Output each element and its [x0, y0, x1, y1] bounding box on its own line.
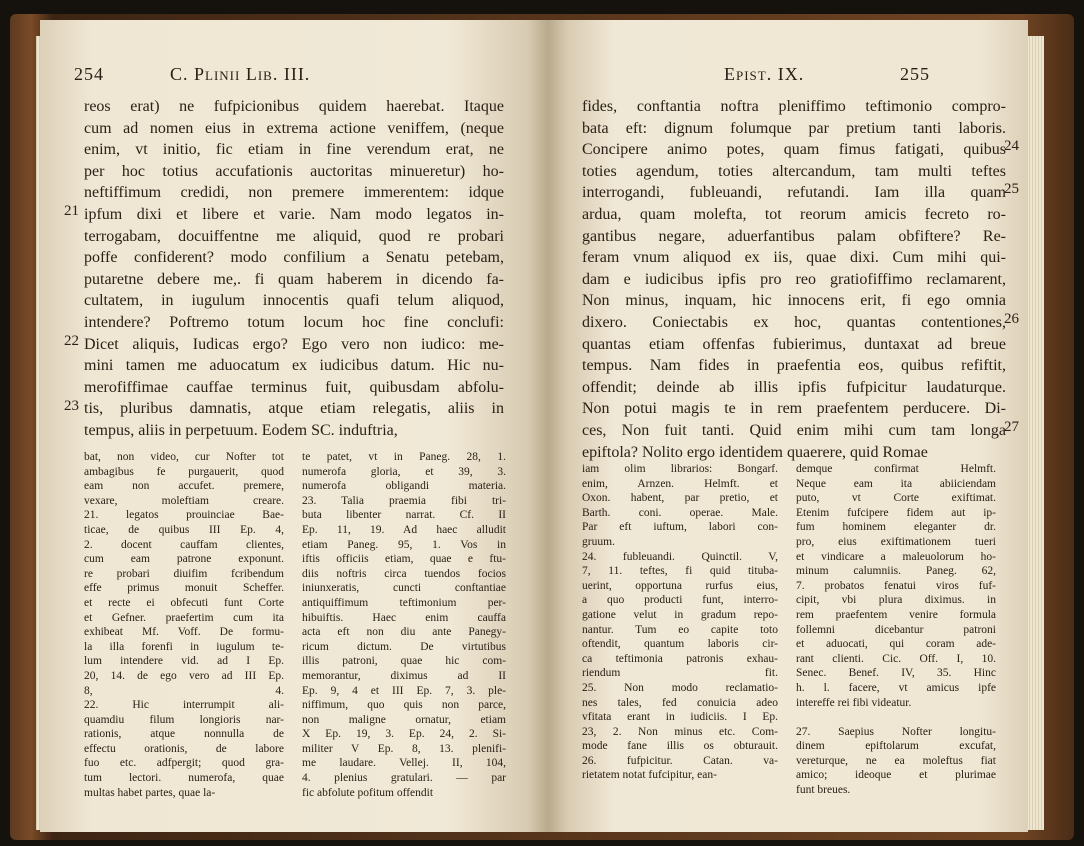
note-line: 27. Saepius Nofter longitu- — [796, 725, 996, 738]
main-text-line: Concipere animo potes, quam fimus fatigati, quibus — [582, 141, 1006, 159]
main-text-line: offendit; deinde ab illis ipfis fufpicitur laudaturque. — [582, 378, 1006, 396]
main-text-line: cultatem, in iugulum innocentis quafi telum aliquod, — [84, 292, 504, 310]
note-line: 23, 2. Non minus etc. Com- — [582, 725, 778, 738]
note-line: ambagibus fe purgauerit, quod — [84, 465, 284, 478]
main-text-line: intendere? Poftremo totum locum hoc fine conclufi: — [84, 313, 504, 331]
note-line: follemni dicebantur patroni — [796, 623, 996, 636]
note-line: buta libenter narrat. Cf. II — [302, 509, 506, 522]
main-text-line: bata eft: dignum folumque par pretium tanti laboris. — [582, 119, 1006, 137]
note-line: diis noftris circa tuendos focios — [302, 567, 506, 580]
note-line: et vindicare a maleuolorum ho- — [796, 550, 996, 563]
note-line: iam olim librarios: Bongarf. — [582, 463, 778, 475]
note-line: acta eft non diu ante Panegy- — [302, 626, 506, 639]
left-page-number: 254 — [74, 64, 104, 84]
note-line: Barth. coni. operae. Male. — [582, 506, 778, 519]
note-line: Etenim fufcipere fidem aut ip- — [796, 506, 996, 519]
note-line: X Ep. 19, 3. Ep. 24, 2. Si- — [302, 728, 506, 741]
note-line: vfitata erant in iudiciis. I Ep. — [582, 711, 778, 724]
note-line: me laudare. Vellej. II, 104, — [302, 757, 506, 770]
note-line: rem praefentem venire formula — [796, 608, 996, 621]
right-running-title: Epist. IX. — [724, 64, 805, 84]
note-line: h. l. facere, vt amicus ipfe — [796, 681, 996, 694]
note-line: quamdiu filum longioris nar- — [84, 713, 284, 726]
note-line: cum eam patrone exponunt. — [84, 553, 284, 566]
note-line: 20, 14. de ego vero ad III Ep. — [84, 669, 284, 682]
right-page-edges — [1026, 36, 1044, 830]
note-line: vexare, moleftiam creare. — [84, 494, 284, 507]
note-line: etiam Paneg. 95, 1. Vos in — [302, 538, 506, 551]
main-text-line: ces, Non fuit tanti. Quid enim mihi cum tam longa — [582, 421, 1006, 439]
note-line: exhibeat Mf. Voff. De formu- — [84, 626, 284, 639]
note-line: fuo etc. adfpergit; quod gra- — [84, 757, 284, 770]
note-line: la illa forenfi in iugulum te- — [84, 640, 284, 653]
note-line: uerint, opportuna rurfus eius, — [582, 579, 778, 592]
note-line: re probari diuifim fcribendum — [84, 567, 284, 580]
main-text-line: ipfum dixi et libere et varie. Nam modo legatos in- — [84, 205, 504, 223]
note-line: lum intendere vid. ad I Ep. — [84, 655, 284, 668]
note-line: demque confirmat Helmft. — [796, 463, 996, 475]
note-line: rietatem notat fufcipitur, ean- — [582, 769, 717, 782]
main-text-line: cum ad nomen eius in extrema actione veniffem, (neque — [84, 119, 504, 137]
right-page-number: 255 — [900, 64, 930, 84]
right-notes-column-a — [582, 462, 778, 783]
note-line: fum hominem eleganter dr. — [796, 521, 996, 534]
note-line: Oxon. habent, par pretio, et — [582, 492, 778, 505]
note-line: et recte ei obfecuti funt Corte — [84, 596, 284, 609]
main-text-line: epiftola? Nolito ergo identidem quaerere, quid Romae — [582, 443, 928, 461]
left-page — [40, 20, 548, 832]
main-text-line: tis, pluribus damnatis, atque etiam relegatis, aliis in — [84, 400, 504, 418]
main-text-line: terrogabam, docuiffentne me aliquid, quod re probari — [84, 227, 504, 245]
main-text-line: tempus. Nam fides in praefentia eos, quibus refiftit, — [582, 357, 1006, 375]
main-text-line: feram vnum aliquod ex iis, quae dixi. Cum mihi qui- — [582, 249, 1006, 267]
note-line: Ep. 9, 4 et III Ep. 7, 3. ple- — [302, 684, 506, 697]
note-line: rant clienti. Cic. Off. I, 10. — [796, 652, 996, 665]
note-line: nantur. Tum eo capite toto — [582, 623, 778, 636]
main-text-line: per hoc totius accufationis auctoritas minueretur) ho- — [84, 162, 504, 180]
note-line: hibuiftis. Haec enim cauffa — [302, 611, 506, 624]
note-line: gatione velut in gradum repo- — [582, 608, 778, 621]
note-line: pro, eius exiftimationem tueri — [796, 535, 996, 548]
note-line: tum lectori. numerofa, quae — [84, 772, 284, 785]
note-line: oftendit, quantum laboris cir- — [582, 638, 778, 651]
note-line: Neque eam ita abiiciendam — [796, 477, 996, 490]
left-running-head — [74, 64, 311, 85]
left-main-text — [84, 96, 504, 442]
note-line: ticae, de quibus III Ep. 4, — [84, 523, 284, 536]
note-line: Senec. Benef. IV, 35. Hinc — [796, 667, 996, 680]
note-line: Ep. 11, 19. Ad haec alludit — [302, 523, 506, 536]
note-line: ca teftimonia patronis exhau- — [582, 652, 778, 665]
note-line: bat, non video, cur Nofter tot — [84, 451, 284, 463]
note-line: illis patroni, quae hic com- — [302, 655, 506, 668]
main-text-line: quantas etiam offenfas fubierimus, duntaxat ad breue — [582, 335, 1006, 353]
main-text-line: ardua, quam molefta, tot reorum amicis fecreto ro- — [582, 205, 1006, 223]
right-running-head — [724, 64, 930, 85]
main-text-line: putaretne debere me,. fi quam haberem in dicendo fa- — [84, 270, 504, 288]
note-line: antiquiffimum teftimonium per- — [302, 596, 506, 609]
main-text-line: tempus, aliis in perpetuum. Eodem SC. induftria, — [84, 421, 398, 439]
note-line: dinem epiftolarum excufat, — [796, 740, 996, 753]
note-line: 25. Non modo reclamatio- — [582, 681, 778, 694]
main-text-line: neftiffimum credidi, non premere immerentem: idque — [84, 184, 504, 202]
main-text-line: fides, conftantia noftra pleniffimo teftimonio compro- — [582, 98, 1006, 115]
note-line: enim, Arnzen. Helmft. et — [582, 477, 778, 490]
note-line: riendum fit. — [582, 667, 778, 680]
note-line: non maligne ornatur, etiam — [302, 713, 506, 726]
margin-number: 26 — [1004, 311, 1019, 327]
margin-number: 24 — [1004, 138, 1019, 154]
note-line: et aduocati, qui coram ade- — [796, 638, 996, 651]
margin-number: 21 — [64, 203, 79, 219]
note-line: 22. Hic interrumpit ali- — [84, 699, 284, 712]
note-line: numerofa obligandi materia. — [302, 480, 506, 493]
margin-number: 23 — [64, 398, 79, 414]
main-text-line: merofiffimae cauffae terminus fuit, quibusdam abfolu- — [84, 378, 504, 396]
note-line: fic abfolute pofitum offendit — [302, 786, 434, 799]
note-line: 7, 11. teftes, fi quid tituba- — [582, 565, 778, 578]
main-text-line: gantibus negare, aduerfantibus palam obfiftere? Re- — [582, 227, 1006, 245]
note-line: te patet, vt in Paneg. 28, 1. — [302, 451, 506, 463]
note-line: cipit, vbi plura diximus. in — [796, 594, 996, 607]
note-line: ricum dictum. De virtutibus — [302, 640, 506, 653]
main-text-line: toties agendum, toties altercandum, tam multi teftes — [582, 162, 1006, 180]
note-line: minum calumniis. Paneg. 62, — [796, 565, 996, 578]
note-line: et Gefner. praefertim cum ita — [84, 611, 284, 624]
note-line: vereturque, ne ea moleftus fiat — [796, 754, 996, 767]
main-text-line: Non potui magis te in rem praefentem perducere. Di- — [582, 400, 1006, 418]
left-notes-column-a — [84, 450, 284, 800]
note-line: numerofa gloria, et 39, 3. — [302, 465, 506, 478]
right-notes-column-b — [796, 462, 996, 798]
note-line: effe primus monuit Scheffer. — [84, 582, 284, 595]
note-line: puto, vt Corte exiftimat. — [796, 492, 996, 505]
note-line: iftis officiis etiam, quae e ftu- — [302, 553, 506, 566]
margin-number: 22 — [64, 333, 79, 349]
right-page — [548, 20, 1028, 832]
left-notes-column-b — [302, 450, 506, 800]
note-line: memorantur, diximus ad II — [302, 669, 506, 682]
note-line: 7. probatos fenatui viros fuf- — [796, 579, 996, 592]
note-line: 8, 4. — [84, 684, 284, 697]
note-line: Par eft iuftum, labori con- — [582, 521, 778, 534]
note-line: 4. plenius gratulari. — par — [302, 772, 506, 785]
note-line: militer V Ep. 8, 13. plenifi- — [302, 742, 506, 755]
main-text-line: poffe confiderent? modo confilium a Senatu petebam, — [84, 249, 504, 267]
note-line: gruum. — [582, 535, 615, 548]
note-line: nes tales, fed conuicia adeo — [582, 696, 778, 709]
note-line: 23. Talia praemia fibi tri- — [302, 494, 506, 507]
note-line: mode fane illis os obturauit. — [582, 740, 778, 753]
note-line: funt breues. — [796, 784, 851, 797]
note-line: amico; ideoque et plurimae — [796, 769, 996, 782]
main-text-line: mini tamen me aduocatum ex iudicibus datum. Hic nu- — [84, 357, 504, 375]
note-line: 21. legatos prouinciae Bae- — [84, 509, 284, 522]
note-line: 24. fubleuandi. Quinctil. V, — [582, 550, 778, 563]
note-line: multas habet partes, quae la- — [84, 786, 216, 799]
note-line: 26. fufpicitur. Catan. va- — [582, 754, 778, 767]
main-text-line: dam e iudicibus ipfis pro reo gratiofiffimo reclamarent, — [582, 270, 1006, 288]
margin-number: 25 — [1004, 181, 1019, 197]
main-text-line: dixero. Coniectabis ex hoc, quantas contentiones, — [582, 313, 1006, 331]
note-line: niffimum, quo quis non parce, — [302, 699, 506, 712]
main-text-line: interrogandi, fubleuandi, refutandi. Iam illa quam — [582, 184, 1006, 202]
note-line: a quo producti funt, interro- — [582, 594, 778, 607]
note-line: effectu orationis, de labore — [84, 742, 284, 755]
main-text-line: reos erat) ne fufpicionibus quidem haerebat. Itaque — [84, 98, 504, 115]
main-text-line: enim, vt initio, fic etiam in fine verendum erat, ne — [84, 141, 504, 159]
separator — [84, 438, 504, 439]
note-line — [796, 710, 996, 725]
note-line: 2. docent cauffam clientes, — [84, 538, 284, 551]
right-main-text — [582, 96, 1006, 463]
main-text-line: Dicet aliquis, Iudicas ergo? Ego vero non iudico: me- — [84, 335, 504, 353]
note-line: eam non accufet. premere, — [84, 480, 284, 493]
note-line: intereffe rei fibi videatur. — [796, 696, 912, 709]
note-line: rationis, atque nonnulla de — [84, 728, 284, 741]
left-running-title: C. Plinii Lib. III. — [170, 64, 311, 84]
note-line: iniunxeratis, cuncti conftantiae — [302, 582, 506, 595]
margin-number: 27 — [1004, 419, 1019, 435]
main-text-line: Non minus, inquam, hic innocens erit, fi ego omnia — [582, 292, 1006, 310]
